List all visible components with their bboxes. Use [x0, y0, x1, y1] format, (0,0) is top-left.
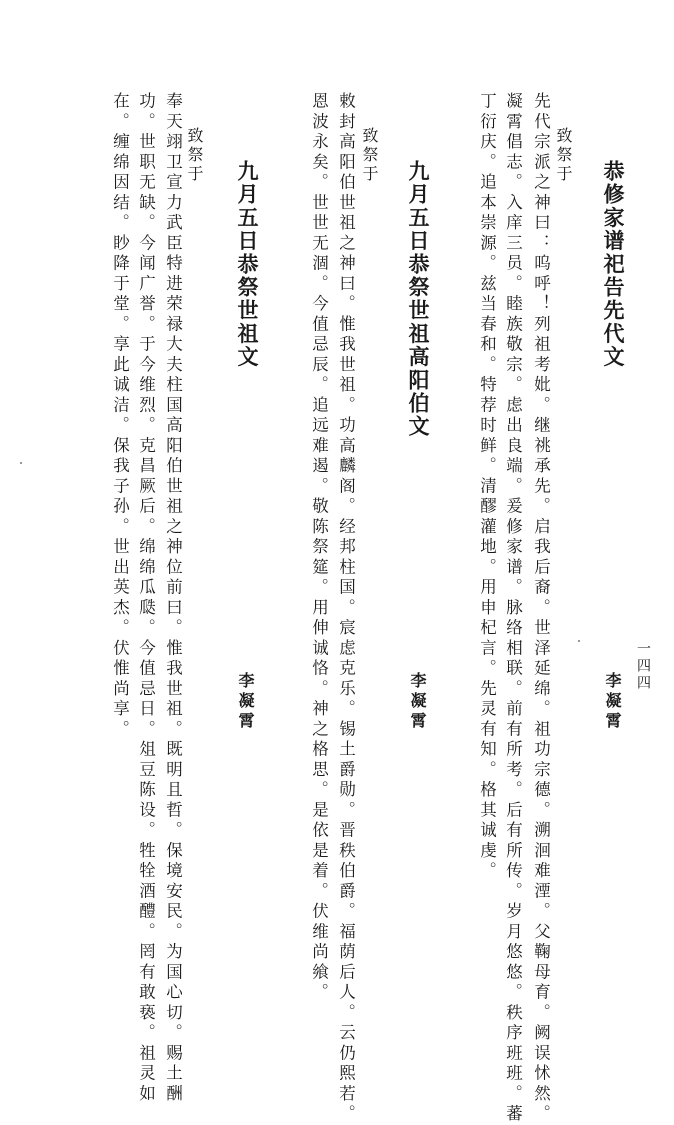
- section-1-line-2: 凝霄倡志。入庠三员。睦族敬宗。虑出良端。爰修家谱。脉络相联。前有所考。后有所传。岁月悠悠。秩序班班。蕃: [503, 92, 523, 1125]
- section-2-author: 李凝霄: [408, 672, 427, 732]
- section-1-salutation: 致祭于: [554, 127, 573, 184]
- section-1-line-1: 先代宗派之神曰：呜呼！列祖考妣。继祧承先。启我后裔。世泽延绵。祖功宗德。溯洄难湮。父鞠母育。阙误怵然。: [531, 92, 551, 1125]
- section-2-salutation: 致祭于: [360, 127, 379, 184]
- section-1-line-3: 丁衍庆。追本崇源。兹当春和。特荐时鲜。清醪灌地。用申杞言。先灵有知。格其诚虔。: [477, 92, 497, 882]
- section-3-line-1: 奉天翊卫宣力武臣特进荣禄大夫柱国高阳伯世祖之神位前曰。惟我世祖。既明且哲。保境安民。为国心切。赐土酬: [163, 92, 183, 1105]
- section-3-line-3: 在。缠绵因结。眇降于堂。享此诚洁。保我子孙。世出英杰。伏惟尚享。: [110, 92, 130, 740]
- scan-speck: [578, 640, 580, 642]
- scan-speck: [20, 462, 22, 464]
- section-3-title: 九月五日恭祭世祖文: [235, 160, 259, 369]
- section-2-line-2: 恩波永矣。世世无涸。今值忌辰。追远难遏。敬陈祭筵。用伸诚恪。神之格思。是依是着。伏维尚飨。: [309, 92, 329, 1004]
- section-1-title: 恭修家谱祀告先代文: [601, 160, 625, 369]
- section-1-author: 李凝霄: [603, 672, 622, 732]
- section-2-title: 九月五日恭祭世祖高阳伯文: [406, 160, 430, 439]
- section-2-line-1: 敕封高阳伯世祖之神曰。惟我世祖。功高麟阁。经邦柱国。宸虑克乐。锡土爵勋。晋秩伯爵。福荫后人。云仍熙若。: [336, 92, 356, 1125]
- section-3-line-2: 功。世职无缺。今闻广誉。于今维烈。克昌厥后。绵绵瓜瓞。今值忌日。俎豆陈设。牲牷酒醴。罔有敢亵。祖灵如: [136, 92, 156, 1105]
- section-3-author: 李凝霄: [236, 672, 255, 732]
- page-number: 一四四: [635, 641, 651, 692]
- section-3-salutation: 致祭于: [185, 127, 204, 184]
